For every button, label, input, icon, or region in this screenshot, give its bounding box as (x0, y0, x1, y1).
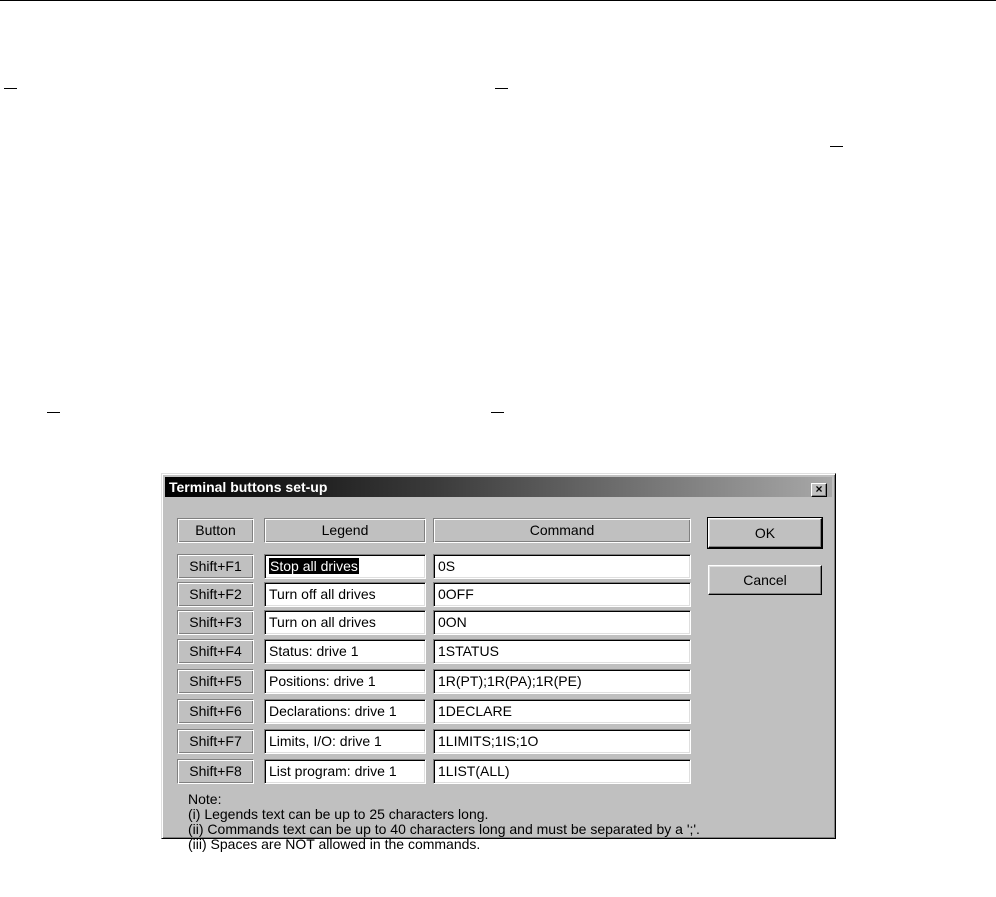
page-dash-mark (491, 412, 504, 413)
row-button-label: Shift+F4 (177, 639, 254, 664)
dialog-titlebar (165, 477, 832, 497)
row-button-label: Shift+F3 (177, 610, 254, 635)
ok-button[interactable]: OK (708, 518, 822, 548)
legend-input-value: Stop all drives (270, 558, 358, 574)
row-button-label: Shift+F2 (177, 582, 254, 607)
column-header-legend: Legend (264, 518, 426, 543)
legend-input[interactable]: Positions: drive 1 (264, 669, 426, 694)
command-input[interactable]: 1DECLARE (433, 699, 691, 724)
legend-input[interactable]: List program: drive 1 (264, 759, 426, 784)
cancel-button[interactable]: Cancel (708, 565, 822, 595)
legend-input[interactable]: Turn off all drives (264, 582, 426, 607)
note-text (188, 792, 700, 852)
dialog-title: Terminal buttons set-up (169, 479, 328, 495)
note-line: (ii) Commands text can be up to 40 characters long and must be separated by a ';'. (188, 821, 700, 837)
command-input[interactable]: 1LIMITS;1IS;1O (433, 729, 691, 754)
legend-input[interactable]: Turn on all drives (264, 610, 426, 635)
page-dash-mark (830, 146, 843, 147)
row-button-label: Shift+F7 (177, 729, 254, 754)
page-dash-mark (4, 88, 17, 89)
command-input[interactable]: 1STATUS (433, 639, 691, 664)
row-button-label: Shift+F8 (177, 759, 254, 784)
row-button-label: Shift+F6 (177, 699, 254, 724)
command-input[interactable]: 0OFF (433, 582, 691, 607)
note-line: (i) Legends text can be up to 25 characters long. (188, 806, 489, 822)
command-input[interactable]: 0S (433, 554, 691, 579)
command-input[interactable]: 0ON (433, 610, 691, 635)
command-input[interactable]: 1LIST(ALL) (433, 759, 691, 784)
row-button-label: Shift+F1 (177, 554, 254, 579)
legend-input[interactable] (264, 554, 426, 579)
close-icon: × (815, 482, 823, 496)
terminal-buttons-dialog (161, 473, 836, 852)
legend-input[interactable]: Limits, I/O: drive 1 (264, 729, 426, 754)
legend-input[interactable]: Status: drive 1 (264, 639, 426, 664)
page-dash-mark (47, 412, 60, 413)
close-button[interactable] (811, 483, 827, 497)
page-top-rule (0, 0, 996, 1)
row-button-label: Shift+F5 (177, 669, 254, 694)
page-dash-mark (495, 88, 508, 89)
column-header-command: Command (433, 518, 691, 543)
column-header-button: Button (177, 518, 254, 543)
command-input[interactable]: 1R(PT);1R(PA);1R(PE) (433, 669, 691, 694)
note-heading: Note: (188, 791, 222, 807)
legend-input[interactable]: Declarations: drive 1 (264, 699, 426, 724)
note-line: (iii) Spaces are NOT allowed in the commands. (188, 836, 481, 852)
